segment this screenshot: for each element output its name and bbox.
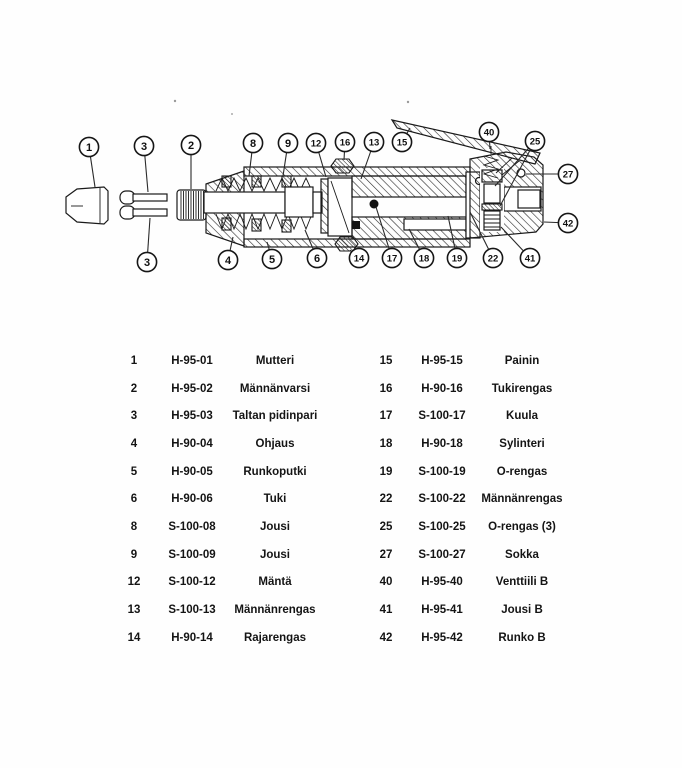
part-name: Tuki xyxy=(263,493,287,506)
callout-number: 16 xyxy=(339,137,351,149)
part-code: H-95-01 xyxy=(171,354,213,367)
callout-number: 4 xyxy=(224,254,232,267)
callout-number: 9 xyxy=(284,137,292,150)
part-name: Männänvarsi xyxy=(239,382,311,395)
parts-table-row xyxy=(362,541,570,569)
part-name: Tukirengas xyxy=(491,382,553,395)
callout-number: 14 xyxy=(353,253,365,265)
part-name: O-rengas (3) xyxy=(488,520,556,533)
part-name: Männänrengas xyxy=(234,604,316,617)
callout-number: 12 xyxy=(310,138,322,150)
parts-table-row xyxy=(110,347,324,375)
parts-table-row xyxy=(110,458,324,486)
part-number: 14 xyxy=(127,631,141,644)
part-name: Mutteri xyxy=(255,354,295,367)
callout-number: 3 xyxy=(140,140,148,153)
parts-table-row xyxy=(362,347,570,375)
parts-table-row xyxy=(110,485,324,513)
part-name: Kuula xyxy=(506,410,538,423)
part-name: Mäntä xyxy=(258,576,292,589)
part-code: H-90-14 xyxy=(171,631,213,644)
exploded-view-diagram xyxy=(0,0,682,335)
parts-table-row xyxy=(362,458,570,486)
part-code: H-90-04 xyxy=(171,437,213,450)
part-code: H-95-02 xyxy=(171,382,213,395)
part-name: Jousi B xyxy=(501,604,543,617)
piston-rod xyxy=(204,187,322,217)
parts-table-row xyxy=(362,430,570,458)
part-name: Ohjaus xyxy=(255,437,295,450)
part-2-piston-rod-thread xyxy=(177,190,206,220)
part-code: H-95-42 xyxy=(421,631,463,644)
callout-number: 27 xyxy=(562,169,574,181)
part-number: 3 xyxy=(130,410,138,423)
part-code: S-100-09 xyxy=(168,548,216,561)
part-name: Jousi xyxy=(259,548,291,561)
part-number: 8 xyxy=(130,520,138,533)
parts-table-row xyxy=(362,375,570,403)
part-number: 6 xyxy=(130,493,138,506)
part-number: 22 xyxy=(379,493,393,506)
part-name: Taltan pidinpari xyxy=(232,410,318,423)
part-number: 4 xyxy=(130,437,138,450)
part-number: 13 xyxy=(127,604,141,617)
part-3-chisel-holder-pair xyxy=(120,191,167,219)
part-code: H-95-41 xyxy=(421,604,463,617)
callout-number: 19 xyxy=(451,253,463,265)
parts-table-right-column xyxy=(362,347,570,652)
part-number: 9 xyxy=(130,548,138,561)
parts-table-row xyxy=(110,513,324,541)
part-number: 15 xyxy=(379,354,393,367)
part-number: 41 xyxy=(379,604,393,617)
callout-number: 13 xyxy=(368,137,380,149)
parts-table-row xyxy=(362,402,570,430)
callout-number: 3 xyxy=(143,256,151,269)
part-number: 42 xyxy=(379,631,393,644)
part-code: H-95-40 xyxy=(421,576,463,589)
part-code: H-90-05 xyxy=(171,465,213,478)
callout-number: 25 xyxy=(529,136,541,148)
part-name: Jousi xyxy=(259,520,291,533)
part-number: 19 xyxy=(379,465,393,478)
part-name: Sokka xyxy=(505,548,539,561)
part-code: S-100-13 xyxy=(168,604,216,617)
part-name: O-rengas xyxy=(496,465,548,478)
part-name: Runko B xyxy=(498,631,546,644)
parts-table-row xyxy=(110,541,324,569)
parts-table-row xyxy=(362,569,570,597)
parts-table-row xyxy=(362,513,570,541)
parts-table-row xyxy=(110,375,324,403)
part-17-ball xyxy=(370,200,379,209)
part-number: 16 xyxy=(379,382,393,395)
parts-table-row xyxy=(362,596,570,624)
part-number: 12 xyxy=(127,576,141,589)
parts-table-row xyxy=(110,569,324,597)
part-number: 18 xyxy=(379,437,393,450)
callout-number: 41 xyxy=(524,253,536,265)
part-number: 27 xyxy=(379,548,393,561)
parts-table-left-column xyxy=(110,347,324,652)
part-number: 5 xyxy=(130,465,138,478)
part-code: H-95-15 xyxy=(421,354,463,367)
callout-number: 22 xyxy=(487,253,499,265)
part-name: Rajarengas xyxy=(243,631,306,644)
part-code: S-100-08 xyxy=(168,520,216,533)
part-code: H-90-06 xyxy=(171,493,213,506)
part-code: S-100-25 xyxy=(418,520,466,533)
part-name: Runkoputki xyxy=(243,465,307,478)
part-number: 2 xyxy=(130,382,138,395)
part-code: S-100-19 xyxy=(418,465,466,478)
part-number: 1 xyxy=(130,354,138,367)
part-name: Sylinteri xyxy=(499,437,545,450)
part-number: 40 xyxy=(379,576,393,589)
callout-number: 6 xyxy=(313,252,321,265)
callout-number: 42 xyxy=(562,218,574,230)
part-code: H-95-03 xyxy=(171,410,213,423)
part-code: S-100-22 xyxy=(418,493,466,506)
parts-table-row xyxy=(110,624,324,652)
part-16-support-ring xyxy=(331,159,354,173)
callout-number: 40 xyxy=(483,127,495,139)
parts-table-row xyxy=(110,596,324,624)
part-number: 25 xyxy=(379,520,393,533)
part-name: Männänrengas xyxy=(481,493,563,506)
callout-number: 15 xyxy=(396,137,408,149)
parts-table-row xyxy=(362,485,570,513)
part-1-nut xyxy=(66,187,108,224)
scan-specks xyxy=(174,100,409,115)
part-name: Painin xyxy=(504,354,540,367)
part-number: 17 xyxy=(379,410,393,423)
parts-table-row xyxy=(362,624,570,652)
callout-number: 2 xyxy=(187,139,195,152)
parts-table-row xyxy=(110,402,324,430)
part-code: S-100-27 xyxy=(418,548,466,561)
part-code: S-100-12 xyxy=(168,576,216,589)
part-12-piston xyxy=(321,178,352,236)
part-code: S-100-17 xyxy=(418,410,466,423)
parts-table-row xyxy=(110,430,324,458)
callout-number: 5 xyxy=(268,253,276,266)
callout-number: 8 xyxy=(249,137,257,150)
part-name: Venttiili B xyxy=(495,576,549,589)
callout-number: 18 xyxy=(418,253,430,265)
part-code: H-90-18 xyxy=(421,437,463,450)
part-code: H-90-16 xyxy=(421,382,463,395)
callout-number: 1 xyxy=(85,141,93,154)
callout-number: 17 xyxy=(386,253,398,265)
